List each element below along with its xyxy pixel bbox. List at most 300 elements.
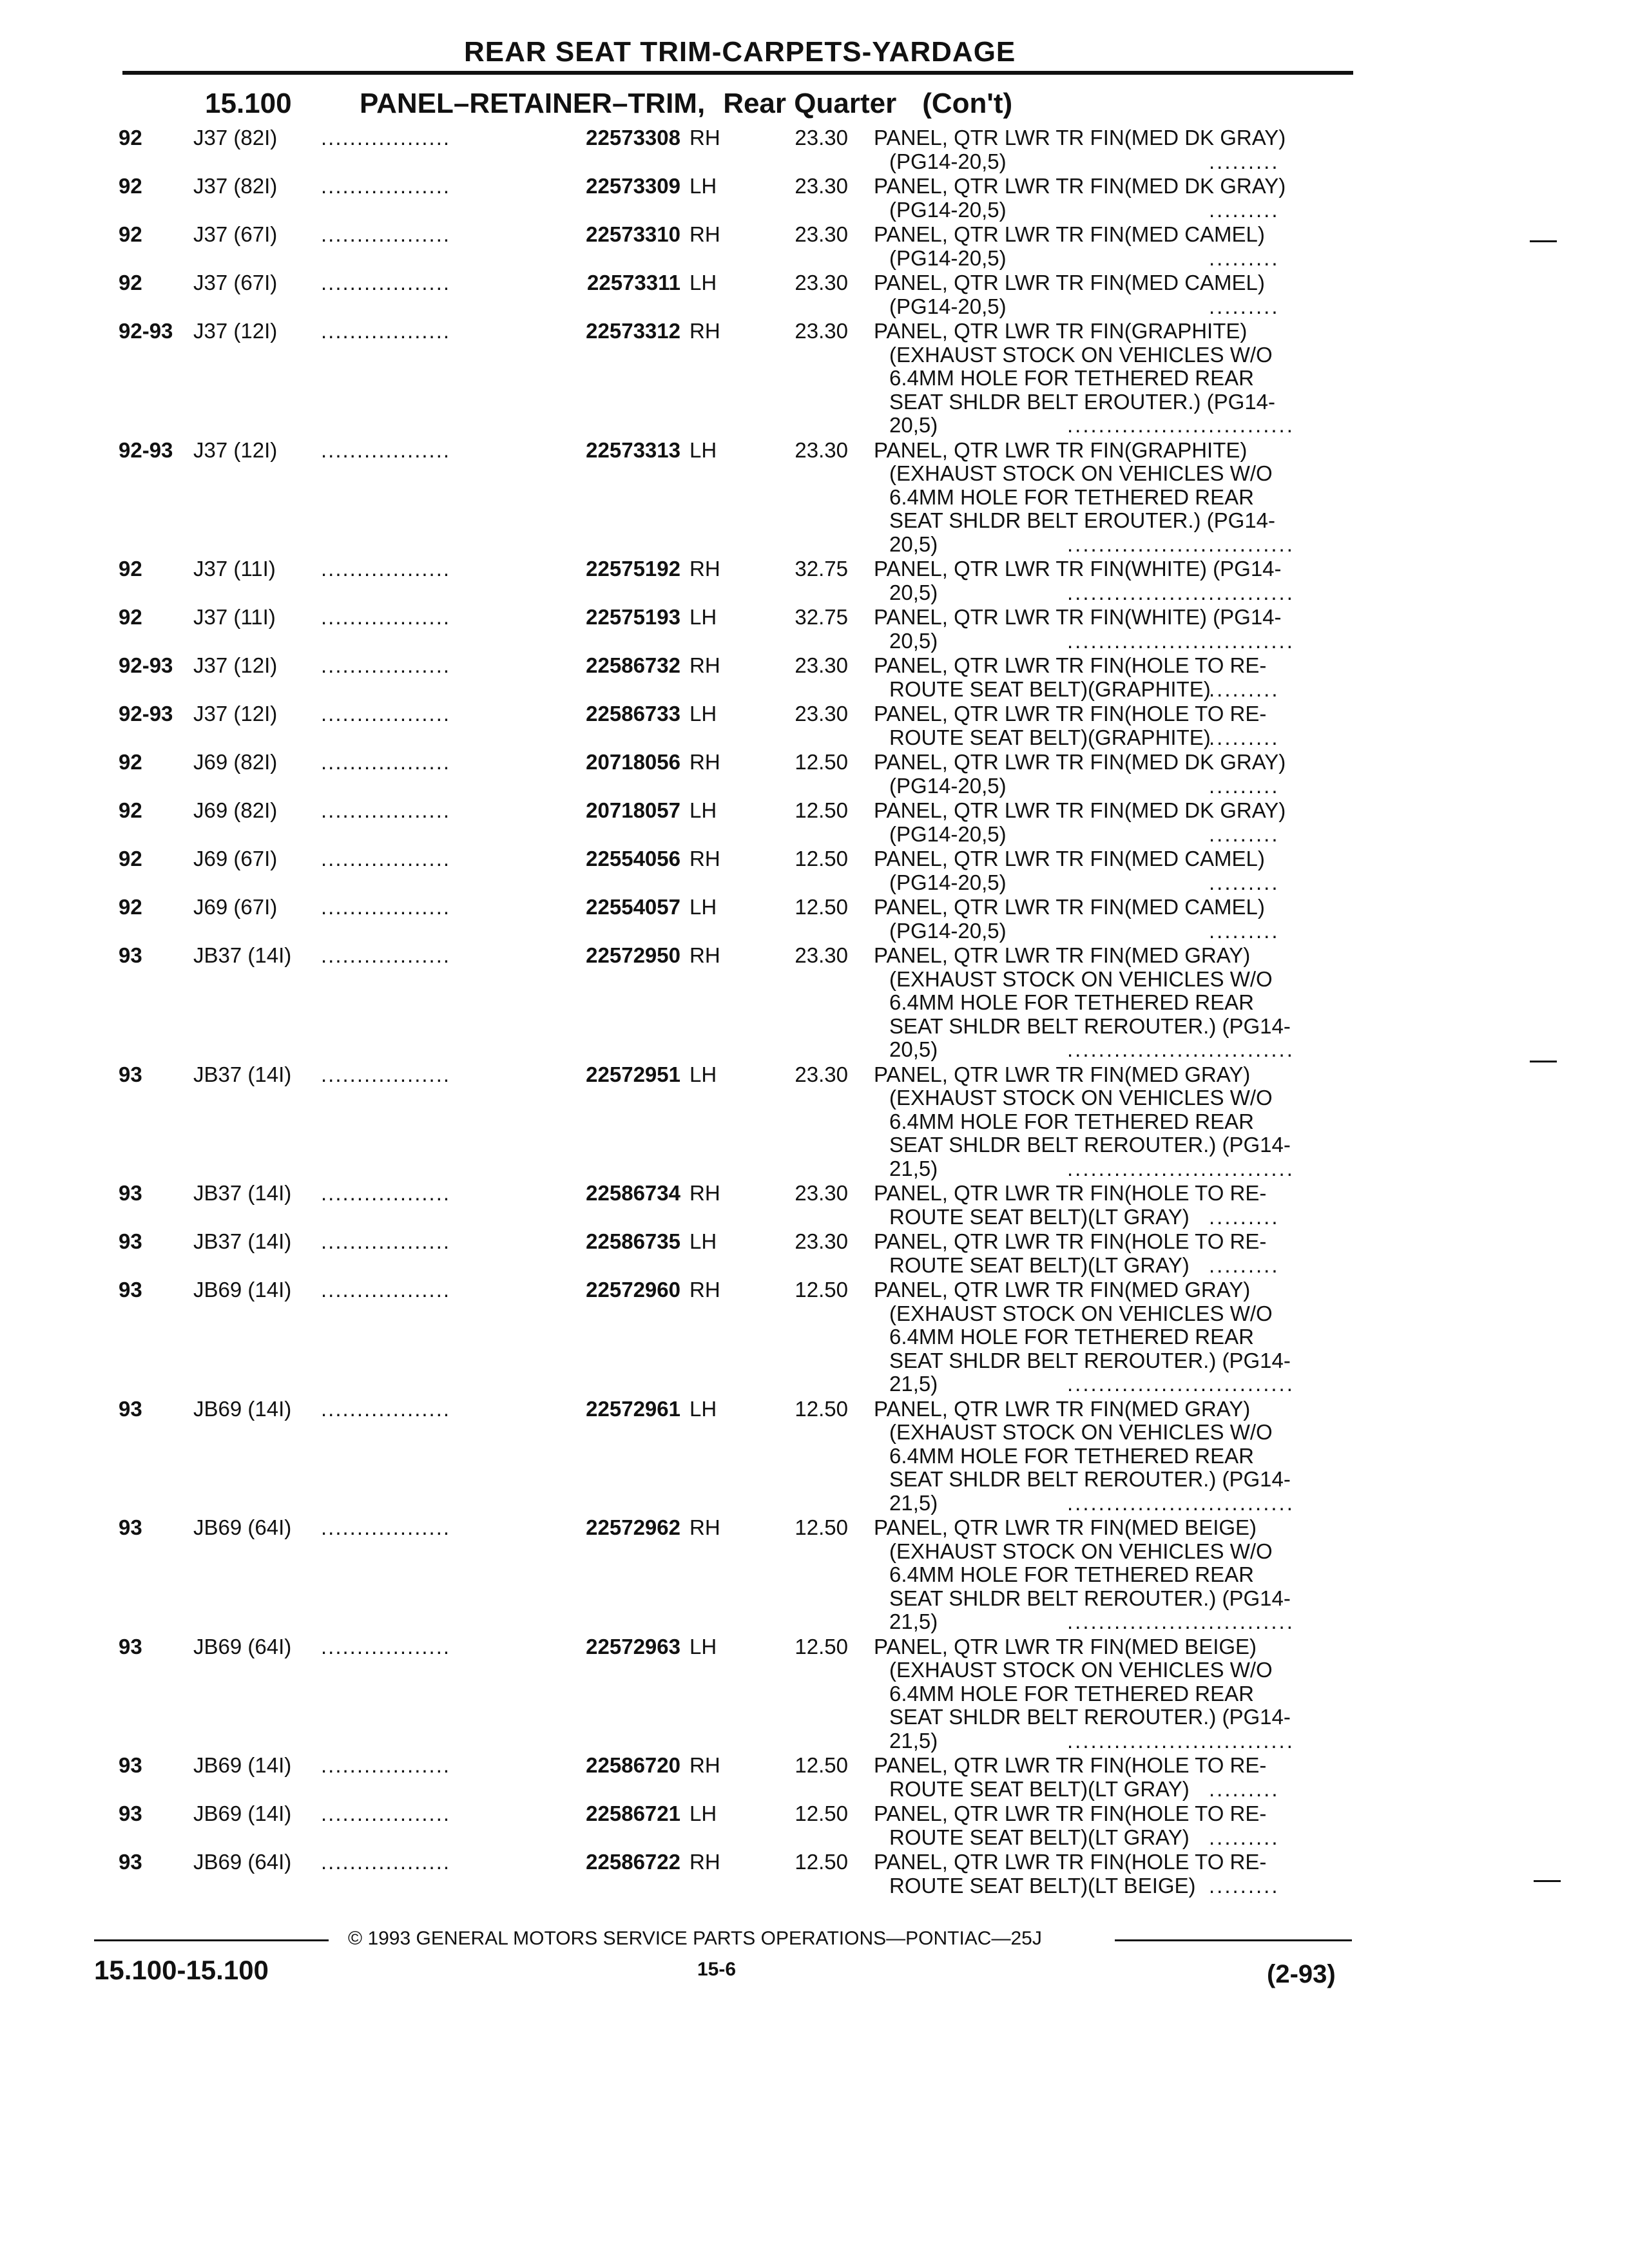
part-row	[0, 896, 1629, 944]
description-text: SEAT SHLDR BELT REROUTER.) (PG14-	[889, 1586, 1291, 1610]
description-text: (EXHAUST STOCK ON VEHICLES W/O	[889, 1539, 1273, 1563]
part-number: 22586732	[586, 653, 680, 677]
part-number: 22573313	[586, 437, 680, 462]
part-row	[0, 1398, 1629, 1517]
leader-dots: ..................	[321, 1634, 451, 1658]
model-code: JB69 (64I)	[193, 1850, 292, 1874]
leader-dots: .............................	[1067, 628, 1295, 653]
part-description	[874, 605, 1295, 653]
description-text: (PG14-20,5)	[889, 197, 1007, 222]
description-text: (PG14-20,5)	[889, 294, 1007, 318]
part-row	[0, 1850, 1629, 1899]
description-text: 6.4MM HOLE FOR TETHERED REAR	[889, 366, 1254, 390]
leader-dots: ..................	[321, 895, 451, 919]
leader-dots: .........	[1209, 918, 1280, 943]
part-number: 22573312	[586, 319, 680, 343]
description-text: SEAT SHLDR BELT REROUTER.) (PG14-	[889, 1133, 1291, 1157]
price: 23.30	[795, 437, 848, 462]
description-line	[874, 1325, 1291, 1349]
description-line	[874, 1086, 1291, 1110]
part-number: 22573309	[586, 174, 680, 198]
side: RH	[689, 750, 720, 774]
description-text: 6.4MM HOLE FOR TETHERED REAR	[889, 990, 1254, 1014]
description-text: ROUTE SEAT BELT)(LT GRAY)	[889, 1776, 1190, 1801]
part-description	[874, 895, 1280, 943]
description-line	[874, 320, 1275, 343]
model-year: 92	[119, 895, 142, 919]
description-text: 21,5)	[889, 1490, 938, 1515]
price: 23.30	[795, 319, 848, 343]
part-description	[874, 1396, 1295, 1515]
model-code: J37 (67I)	[193, 222, 278, 246]
description-line	[874, 271, 1265, 295]
model-year: 92	[119, 847, 142, 870]
price: 12.50	[795, 1850, 848, 1874]
model-code: JB69 (64I)	[193, 1515, 292, 1539]
model-code: J37 (11I)	[193, 557, 276, 581]
description-text: PANEL, QTR LWR TR FIN(MED CAMEL)	[874, 895, 1265, 919]
part-row	[0, 1063, 1629, 1182]
description-line	[874, 1445, 1291, 1468]
description-line	[874, 198, 1286, 222]
description-text: PANEL, QTR LWR TR FIN(WHITE) (PG14-	[874, 605, 1282, 629]
description-text: 20,5)	[889, 413, 938, 437]
leader-dots: ..................	[321, 1181, 451, 1205]
leader-dots: ..................	[321, 750, 451, 774]
description-line	[874, 1133, 1291, 1157]
margin-mark	[1530, 240, 1557, 242]
leader-dots: ..................	[321, 437, 451, 462]
description-text: (EXHAUST STOCK ON VEHICLES W/O	[889, 1301, 1273, 1325]
leader-dots: ..................	[321, 605, 451, 629]
description-line	[874, 1468, 1291, 1492]
footer-section-range: 15.100-15.100	[94, 1955, 269, 1985]
footer-date-code: (2-93)	[1267, 1960, 1336, 1988]
description-line	[874, 751, 1286, 774]
price: 23.30	[795, 222, 848, 246]
description-text: 6.4MM HOLE FOR TETHERED REAR	[889, 485, 1254, 509]
side: LH	[689, 1396, 717, 1421]
side: RH	[689, 222, 720, 246]
part-number: 22572963	[586, 1634, 680, 1658]
model-code: J37 (12I)	[193, 653, 278, 677]
description-text: SEAT SHLDR BELT REROUTER.) (PG14-	[889, 1014, 1291, 1038]
model-code: JB69 (14I)	[193, 1396, 292, 1421]
leader-dots: .........	[1209, 773, 1280, 798]
leader-dots: ..................	[321, 1062, 451, 1086]
leader-dots: ..................	[321, 222, 451, 246]
part-description	[874, 1802, 1280, 1849]
description-line	[874, 847, 1265, 871]
description-text: 6.4MM HOLE FOR TETHERED REAR	[889, 1681, 1254, 1706]
leader-dots: .........	[1209, 1204, 1280, 1229]
model-year: 92	[119, 605, 142, 629]
description-text: ROUTE SEAT BELT)(LT GRAY)	[889, 1825, 1190, 1849]
model-code: J69 (67I)	[193, 895, 278, 919]
part-row	[0, 751, 1629, 799]
price: 12.50	[795, 798, 848, 822]
model-code: J69 (67I)	[193, 847, 278, 870]
description-line	[874, 486, 1275, 510]
part-row	[0, 847, 1629, 896]
part-description	[874, 557, 1295, 604]
price: 32.75	[795, 557, 848, 581]
description-line	[874, 1063, 1291, 1087]
description-text: PANEL, QTR LWR TR FIN(MED BEIGE)	[874, 1515, 1257, 1539]
part-number: 22573311	[586, 271, 680, 294]
leader-dots: .........	[1209, 294, 1280, 318]
leader-dots: ..................	[321, 319, 451, 343]
description-text: PANEL, QTR LWR TR FIN(HOLE TO RE-	[874, 653, 1267, 677]
model-year: 93	[119, 1802, 142, 1825]
description-text: PANEL, QTR LWR TR FIN(WHITE) (PG14-	[874, 557, 1282, 581]
description-line	[874, 580, 1295, 605]
description-text: (EXHAUST STOCK ON VEHICLES W/O	[889, 1086, 1273, 1110]
leader-dots: ..................	[321, 126, 451, 149]
part-row	[0, 654, 1629, 702]
description-text: 21,5)	[889, 1610, 938, 1633]
part-description	[874, 1229, 1280, 1277]
side: RH	[689, 557, 720, 581]
part-row	[0, 1182, 1629, 1230]
description-text: ROUTE SEAT BELT)(LT GRAY)	[889, 1253, 1190, 1277]
side: RH	[689, 1278, 720, 1302]
model-code: J37 (12I)	[193, 702, 278, 726]
description-line	[874, 245, 1280, 271]
price: 12.50	[795, 1278, 848, 1302]
description-text: 6.4MM HOLE FOR TETHERED REAR	[889, 1562, 1254, 1586]
part-row	[0, 606, 1629, 654]
part-number: 22572962	[586, 1515, 680, 1539]
description-line	[874, 1372, 1295, 1396]
leader-dots: .........	[1209, 725, 1280, 749]
price: 12.50	[795, 750, 848, 774]
description-line	[874, 1658, 1291, 1682]
leader-dots: ..................	[321, 847, 451, 870]
description-line	[874, 1398, 1291, 1421]
part-description	[874, 1634, 1295, 1753]
description-text: (EXHAUST STOCK ON VEHICLES W/O	[889, 1420, 1273, 1444]
section-subtitle: Rear Quarter	[723, 88, 897, 119]
description-line	[874, 223, 1265, 247]
model-year: 93	[119, 1229, 142, 1253]
description-text: PANEL, QTR LWR TR FIN(HOLE TO RE-	[874, 1229, 1267, 1253]
price: 23.30	[795, 1181, 848, 1205]
price: 23.30	[795, 1062, 848, 1086]
part-description	[874, 1278, 1295, 1396]
description-text: PANEL, QTR LWR TR FIN(MED GRAY)	[874, 1062, 1251, 1086]
leader-dots: .............................	[1067, 1490, 1295, 1515]
price: 32.75	[795, 605, 848, 629]
side: RH	[689, 126, 720, 149]
description-text: (EXHAUST STOCK ON VEHICLES W/O	[889, 1658, 1273, 1682]
model-year: 93	[119, 1396, 142, 1421]
model-year: 92-93	[119, 319, 173, 343]
model-code: JB37 (14I)	[193, 1229, 292, 1253]
price: 12.50	[795, 847, 848, 870]
description-line	[874, 702, 1266, 726]
description-text: PANEL, QTR LWR TR FIN(MED GRAY)	[874, 1278, 1251, 1302]
description-line	[874, 1587, 1291, 1611]
header-rule	[122, 71, 1353, 75]
description-text: PANEL, QTR LWR TR FIN(GRAPHITE)	[874, 319, 1248, 343]
part-row	[0, 1802, 1629, 1850]
part-number: 22572960	[586, 1278, 680, 1302]
part-row	[0, 439, 1629, 558]
description-line	[874, 439, 1275, 463]
description-line	[874, 1706, 1291, 1729]
side: LH	[689, 437, 717, 462]
description-text: (PG14-20,5)	[889, 149, 1007, 173]
description-text: 6.4MM HOLE FOR TETHERED REAR	[889, 1109, 1254, 1133]
part-row	[0, 1278, 1629, 1398]
description-line	[874, 799, 1286, 823]
leader-dots: ..................	[321, 1396, 451, 1421]
leader-dots: .........	[1209, 1825, 1280, 1849]
description-text: PANEL, QTR LWR TR FIN(MED DK GRAY)	[874, 750, 1286, 774]
leader-dots: .........	[1209, 822, 1280, 846]
model-code: J69 (82I)	[193, 750, 278, 774]
price: 12.50	[795, 1515, 848, 1539]
leader-dots: ..................	[321, 653, 451, 677]
model-year: 92	[119, 126, 142, 149]
part-row	[0, 557, 1629, 606]
description-text: (PG14-20,5)	[889, 773, 1007, 798]
description-line	[874, 1204, 1280, 1229]
description-line	[874, 1490, 1295, 1515]
leader-dots: ..................	[321, 1515, 451, 1539]
part-description	[874, 1850, 1280, 1898]
description-text: SEAT SHLDR BELT EROUTER.) (PG14-	[889, 508, 1276, 532]
description-text: (EXHAUST STOCK ON VEHICLES W/O	[889, 966, 1273, 991]
side: LH	[689, 174, 717, 198]
part-description	[874, 1515, 1295, 1634]
description-line	[874, 606, 1282, 629]
description-line	[874, 509, 1275, 533]
description-text: 20,5)	[889, 628, 938, 653]
leader-dots: .........	[1209, 1873, 1280, 1898]
part-row	[0, 126, 1629, 175]
description-line	[874, 1754, 1266, 1778]
description-text: PANEL, QTR LWR TR FIN(HOLE TO RE-	[874, 1850, 1267, 1874]
side: RH	[689, 653, 720, 677]
price: 23.30	[795, 653, 848, 677]
description-text: PANEL, QTR LWR TR FIN(MED DK GRAY)	[874, 174, 1286, 198]
model-year: 93	[119, 1753, 142, 1777]
part-description	[874, 175, 1286, 222]
part-number: 22572950	[586, 943, 680, 967]
description-line	[874, 896, 1265, 919]
side: LH	[689, 798, 717, 822]
part-number: 22573310	[586, 222, 680, 246]
side: LH	[689, 1634, 717, 1658]
leader-dots: .........	[1209, 245, 1280, 270]
part-number: 22586720	[586, 1753, 680, 1777]
leader-dots: .............................	[1067, 1156, 1295, 1180]
model-year: 92	[119, 798, 142, 822]
part-number: 22586735	[586, 1229, 680, 1253]
part-description	[874, 319, 1295, 437]
description-text: (PG14-20,5)	[889, 245, 1007, 270]
model-code: J37 (67I)	[193, 271, 278, 294]
leader-dots: ..................	[321, 702, 451, 726]
description-line	[874, 1825, 1280, 1850]
description-text: SEAT SHLDR BELT EROUTER.) (PG14-	[889, 389, 1276, 414]
part-number: 22586722	[586, 1850, 680, 1874]
leader-dots: ..................	[321, 1753, 451, 1777]
leader-dots: ..................	[321, 1278, 451, 1302]
description-text: 6.4MM HOLE FOR TETHERED REAR	[889, 1443, 1254, 1468]
side: LH	[689, 1802, 717, 1825]
description-text: 21,5)	[889, 1372, 938, 1396]
part-row	[0, 702, 1629, 751]
description-line	[874, 1156, 1295, 1181]
description-line	[874, 1182, 1266, 1206]
part-row	[0, 1516, 1629, 1635]
model-code: JB69 (64I)	[193, 1634, 292, 1658]
leader-dots: .........	[1209, 197, 1280, 222]
side: RH	[689, 1850, 720, 1874]
description-text: 21,5)	[889, 1728, 938, 1753]
side: LH	[689, 1229, 717, 1253]
description-text: SEAT SHLDR BELT REROUTER.) (PG14-	[889, 1348, 1291, 1372]
description-line	[874, 413, 1295, 437]
leader-dots: ..................	[321, 174, 451, 198]
leader-dots: .........	[1209, 1253, 1280, 1277]
description-line	[874, 677, 1280, 702]
section-title: PANEL–RETAINER–TRIM,	[360, 88, 706, 119]
part-row	[0, 1230, 1629, 1278]
description-text: PANEL, QTR LWR TR FIN(MED GRAY)	[874, 1396, 1251, 1421]
part-number: 22554056	[586, 847, 680, 870]
part-description	[874, 437, 1295, 557]
part-number: 20718057	[586, 798, 680, 822]
leader-dots: .........	[1209, 870, 1280, 894]
description-line	[874, 1540, 1291, 1564]
model-year: 92	[119, 174, 142, 198]
price: 12.50	[795, 1396, 848, 1421]
model-year: 92-93	[119, 702, 173, 726]
price: 23.30	[795, 126, 848, 149]
model-year: 93	[119, 1634, 142, 1658]
model-year: 92-93	[119, 437, 173, 462]
model-code: JB37 (14I)	[193, 943, 292, 967]
part-row	[0, 799, 1629, 847]
side: RH	[689, 943, 720, 967]
part-row	[0, 223, 1629, 271]
description-line	[874, 1802, 1266, 1826]
description-line	[874, 968, 1291, 992]
part-row	[0, 320, 1629, 439]
model-code: JB37 (14I)	[193, 1181, 292, 1205]
part-description	[874, 653, 1280, 701]
leader-dots: .............................	[1067, 413, 1295, 437]
side: RH	[689, 847, 720, 870]
description-line	[874, 1349, 1291, 1373]
description-line	[874, 390, 1275, 414]
description-line	[874, 1015, 1291, 1039]
part-description	[874, 943, 1295, 1062]
leader-dots: .............................	[1067, 580, 1295, 604]
description-text: PANEL, QTR LWR TR FIN(HOLE TO RE-	[874, 702, 1267, 726]
price: 12.50	[795, 1802, 848, 1825]
description-text: (PG14-20,5)	[889, 870, 1007, 894]
part-description	[874, 1753, 1280, 1801]
description-text: 20,5)	[889, 1037, 938, 1061]
description-text: PANEL, QTR LWR TR FIN(MED DK GRAY)	[874, 798, 1286, 822]
model-year: 93	[119, 1515, 142, 1539]
price: 23.30	[795, 1229, 848, 1253]
description-line	[874, 1682, 1291, 1706]
description-line	[874, 1421, 1291, 1445]
part-description	[874, 222, 1280, 270]
leader-dots: ..................	[321, 1802, 451, 1825]
price: 23.30	[795, 702, 848, 726]
model-year: 93	[119, 1850, 142, 1874]
model-code: JB69 (14I)	[193, 1753, 292, 1777]
description-line	[874, 367, 1275, 390]
side: LH	[689, 895, 717, 919]
part-number: 22572951	[586, 1062, 680, 1086]
part-description	[874, 1062, 1295, 1181]
model-code: J37 (11I)	[193, 605, 276, 629]
model-code: J37 (82I)	[193, 174, 278, 198]
model-year: 92-93	[119, 653, 173, 677]
description-text: ROUTE SEAT BELT)(LT GRAY)	[889, 1204, 1190, 1229]
part-number: 22575193	[586, 605, 680, 629]
description-line	[874, 991, 1291, 1015]
description-text: PANEL, QTR LWR TR FIN(GRAPHITE)	[874, 437, 1248, 462]
description-text: ROUTE SEAT BELT)(GRAPHITE)	[889, 725, 1211, 749]
description-text: SEAT SHLDR BELT REROUTER.) (PG14-	[889, 1467, 1291, 1491]
part-number: 22572961	[586, 1396, 680, 1421]
side: LH	[689, 702, 717, 726]
description-line	[874, 944, 1291, 968]
description-text: (PG14-20,5)	[889, 822, 1007, 846]
description-line	[874, 774, 1286, 798]
part-number: 22586733	[586, 702, 680, 726]
price: 23.30	[795, 271, 848, 294]
part-description	[874, 847, 1280, 894]
part-description	[874, 271, 1280, 318]
part-description	[874, 126, 1286, 173]
part-number: 22586721	[586, 1802, 680, 1825]
side: RH	[689, 1753, 720, 1777]
description-line	[874, 557, 1282, 581]
description-line	[874, 462, 1275, 486]
description-text: PANEL, QTR LWR TR FIN(HOLE TO RE-	[874, 1181, 1267, 1205]
description-line	[874, 918, 1280, 943]
description-text: ROUTE SEAT BELT)(LT BEIGE)	[889, 1873, 1196, 1898]
part-row	[0, 1754, 1629, 1802]
model-code: JB37 (14I)	[193, 1062, 292, 1086]
description-line	[874, 1037, 1295, 1062]
description-line	[874, 126, 1286, 150]
model-code: J37 (12I)	[193, 319, 278, 343]
leader-dots: .............................	[1067, 1372, 1295, 1396]
model-year: 93	[119, 943, 142, 967]
description-line	[874, 628, 1295, 653]
description-text: SEAT SHLDR BELT REROUTER.) (PG14-	[889, 1705, 1291, 1729]
description-line	[874, 823, 1286, 847]
leader-dots: .............................	[1067, 1037, 1295, 1061]
leader-dots: ..................	[321, 271, 451, 294]
footer-rule	[94, 1939, 329, 1941]
part-number: 22586734	[586, 1181, 680, 1205]
model-year: 92	[119, 271, 142, 294]
description-text: (PG14-20,5)	[889, 918, 1007, 943]
footer-copyright: © 1993 GENERAL MOTORS SERVICE PARTS OPERATIONS—PONTIAC—25J	[348, 1928, 1042, 1949]
